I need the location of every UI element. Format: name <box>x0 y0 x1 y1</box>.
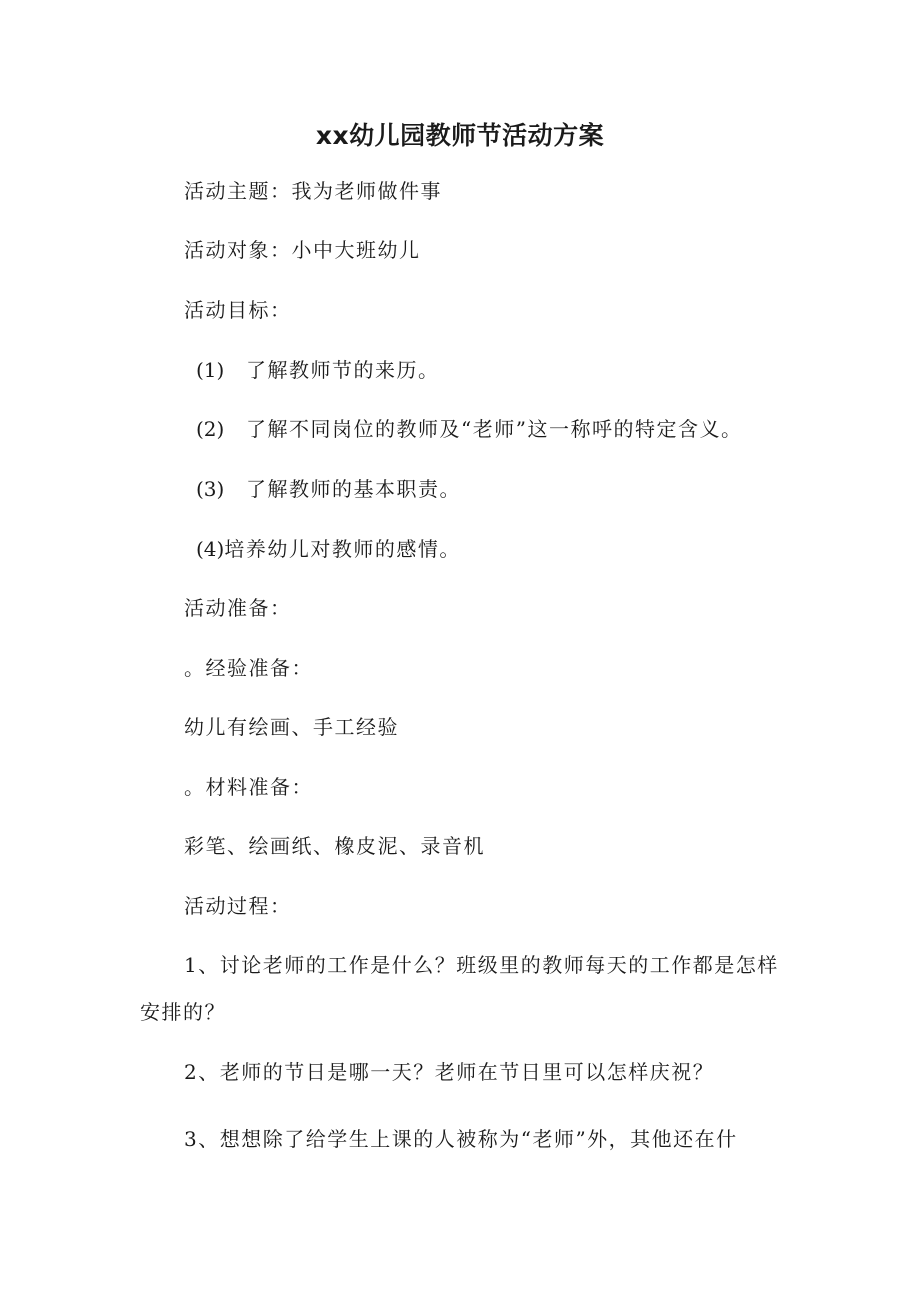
prep-heading: 活动准备： <box>184 596 292 620</box>
goal-number: (1) <box>196 358 225 382</box>
goal-item <box>196 414 742 444</box>
goal-number: (4) <box>196 537 225 561</box>
prep-experience-heading: 。经验准备： <box>184 656 313 680</box>
activity-theme: 活动主题：我为老师做件事 <box>184 179 442 203</box>
process-heading: 活动过程： <box>184 894 292 918</box>
process-step-2: 2、老师的节日是哪一天？老师在节日里可以怎样庆祝？ <box>184 1060 715 1084</box>
prep-material-heading: 。材料准备： <box>184 775 313 799</box>
prep-experience-text: 幼儿有绘画、手工经验 <box>184 715 399 739</box>
goal-number: (2) <box>196 417 225 441</box>
goals-heading: 活动目标： <box>184 298 292 322</box>
goal-item <box>196 474 461 504</box>
activity-target: 活动对象：小中大班幼儿 <box>184 238 421 262</box>
process-step-1: 1、讨论老师的工作是什么？班级里的教师每天的工作都是怎样 <box>184 953 779 977</box>
goal-text: 了解教师节的来历。 <box>246 358 440 382</box>
prep-material-text: 彩笔、绘画纸、橡皮泥、录音机 <box>184 834 485 858</box>
process-step-3: 3、想想除了给学生上课的人被称为“老师”外，其他还在什 <box>184 1127 738 1151</box>
goal-number: (3) <box>196 477 225 501</box>
process-step-1-continued: 安排的？ <box>140 1000 226 1024</box>
goal-text: 了解教师的基本职责。 <box>246 477 461 501</box>
goal-item <box>196 534 461 564</box>
goal-text: 了解不同岗位的教师及“老师”这一称呼的特定含义。 <box>246 417 743 441</box>
goal-text: 培养幼儿对教师的感情。 <box>224 537 461 561</box>
document-title: xx幼儿园教师节活动方案 <box>315 121 605 150</box>
goal-item <box>196 355 440 385</box>
